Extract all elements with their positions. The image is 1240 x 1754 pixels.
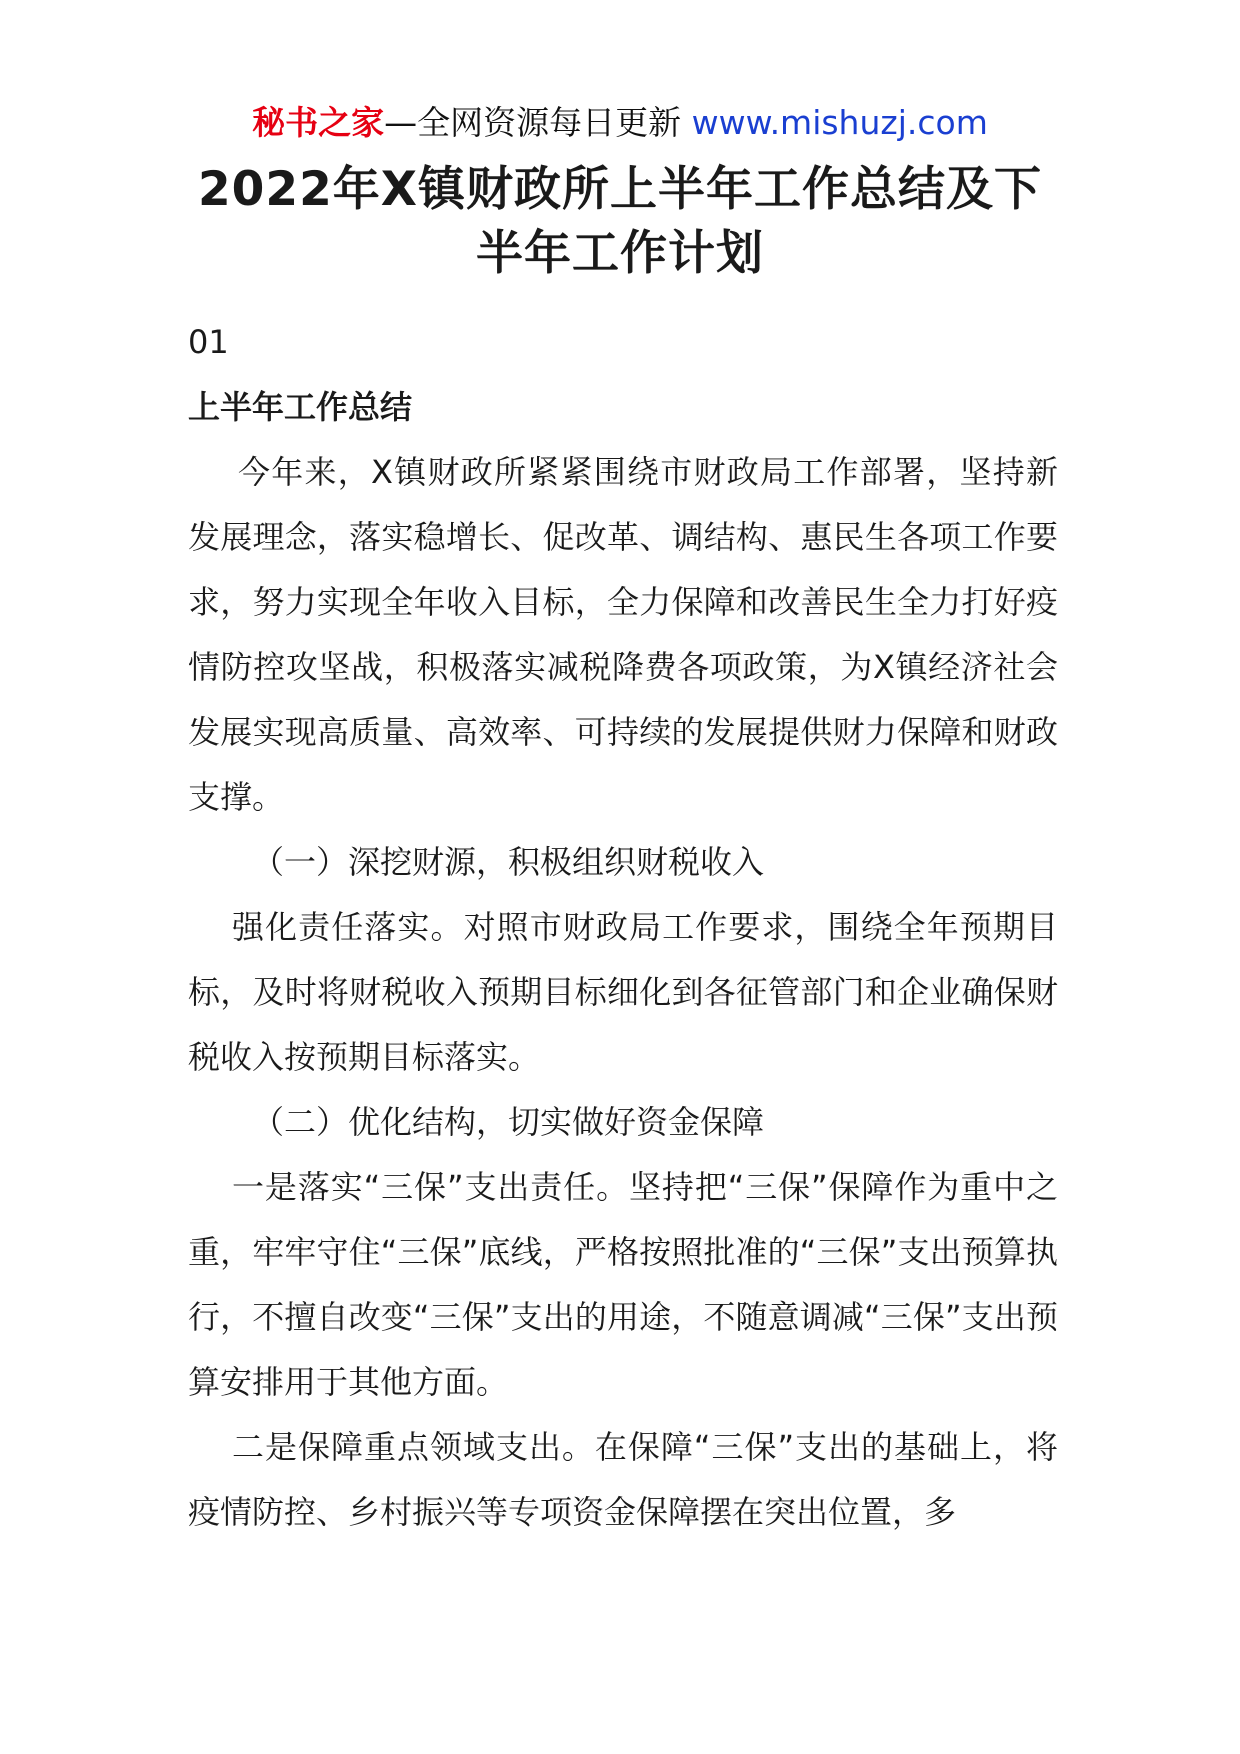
document-title: 2022年X镇财政所上半年工作总结及下半年工作计划 <box>197 162 1043 281</box>
subheading-2: （二）优化结构，切实做好资金保障 <box>252 1103 765 1141</box>
brand-name: 秘书之家 <box>252 103 385 142</box>
site-url-link[interactable]: www.mishuzj.com <box>691 103 988 142</box>
paragraph-2: 一是落实“三保”支出责任。坚持把“三保”保障作为重中之重，牢牢守住“三保”底线，严格按照批准的“三保”支出预算执行，不擅自改变“三保”支出的用途，不随意调减“三保”支出预算安排用于其他方面。 <box>188 1168 1058 1401</box>
subheading-1: （一）深挖财源，积极组织财税收入 <box>252 843 765 881</box>
document-body <box>188 310 1058 1545</box>
paragraph-intro: 今年来，X镇财政所紧紧围绕市财政局工作部署，坚持新发展理念，落实稳增长、促改革、调结构、惠民生各项工作要求，努力实现全年收入目标，全力保障和改善民生全力打好疫情防控攻坚战，积极落实减税降费各项政策，为X镇经济社会发展实现高质量、高效率、可持续的发展提供财力保障和财政支撑。 <box>188 453 1058 816</box>
paragraph-1: 强化责任落实。对照市财政局工作要求，围绕全年预期目标，及时将财税收入预期目标细化到各征管部门和企业确保财税收入按预期目标落实。 <box>188 908 1058 1076</box>
paragraph-3: 二是保障重点领域支出。在保障“三保”支出的基础上，将疫情防控、乡村振兴等专项资金保障摆在突出位置，多 <box>188 1428 1058 1531</box>
site-header <box>0 100 1240 146</box>
section-number: 01 <box>188 323 229 361</box>
header-tagline: —全网资源每日更新 <box>384 103 692 142</box>
section-heading: 上半年工作总结 <box>188 388 413 426</box>
